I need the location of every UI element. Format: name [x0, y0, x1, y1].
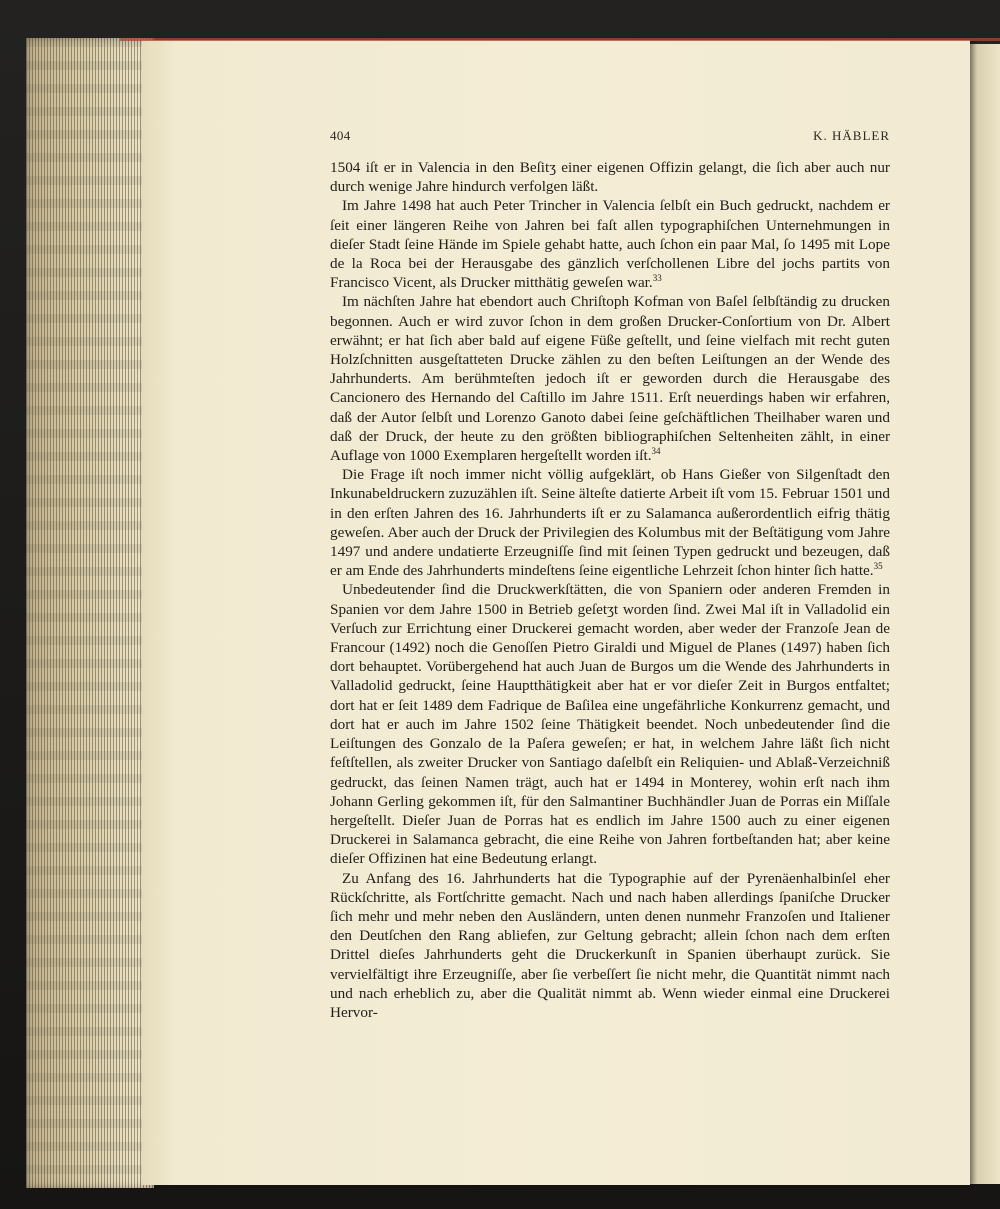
- paragraph: Die Frage iſt noch immer nicht völlig aufgeklärt, ob Hans Gießer von Silgenſtadt den Inkunabeldruckern zuzuzählen iſt. Seine älteſte datierte Arbeit iſt vom 15. Februar 1501 und in den erſten Jahren des 16. Jahrhunderts iſt er zu Salamanca außerordentlich eifrig thätig geweſen. Aber auch der Druck der Privilegien des Kolumbus mit der Beſtätigung vom Jahre 1497 und andere undatierte Erzeugniſſe ſind mit ſeinen Typen gedruckt und bezeugen, daß er am Ende des Jahrhunderts mindeſtens ſeine eigentliche Lehrzeit ſchon hinter ſich hatte.$^{35}$: [330, 466, 890, 580]
- body-text: [330, 158, 890, 1022]
- paragraph: Zu Anfang des 16. Jahrhunderts hat die Typographie auf der Pyrenäenhalbinſel eher Rückſchritte, als Fortſchritte gemacht. Nach und nach haben allerdings ſpaniſche Drucker ſich mehr und mehr neben den Ausländern, unten denen nunmehr Franzoſen und Italiener den Deutſchen den Rang abliefen, zur Geltung gebracht; allein ſchon nach dem erſten Drittel dieſes Jahrhunderts geht die Druckerkunſt in Spanien überhaupt zurück. Sie vervielfältigt ihre Erzeugniſſe, aber ſie verbeſſert ſie nicht mehr, die Quantität nimmt nach und nach erheblich zu, aber die Qualität nimmt ab. Wenn wieder einmal eine Druckerei Hervor-: [330, 869, 890, 1021]
- paragraph: Unbedeutender ſind die Druckwerkſtätten, die von Spaniern oder anderen Fremden in Spanien vor dem Jahre 1500 in Betrieb geſetʒt worden ſind. Zwei Mal iſt in Valladolid ein Verſuch zur Errichtung einer Druckerei gemacht worden, aber weder der Franzoſe Jean de Francour (1492) noch die Genoſſen Pietro Giraldi und Miguel de Planes (1497) haben ſich dort behauptet. Vorübergehend hat auch Juan de Burgos um die Wende des Jahrhunderts in Valladolid gedruckt, ſeine Hauptthätigkeit aber hat er vor dieſer Zeit in Burgos entfaltet; dort hat er ſeit 1489 dem Fadrique de Baſilea eine ungefährliche Konkurrenz gemacht, und dort hat er auch im Jahre 1502 ſeine Thätigkeit beendet. Noch unbedeutender ſind die Leiſtungen des Gonzalo de la Paſera geweſen; er hat, in welchem Jahre läßt ſich nicht feſtſtellen, als zweiter Drucker von Santiago daſelbſt ein Reliquien- und Ablaß-Verzeichniß gedruckt, das ſeinen Namen trägt, auch hat er 1494 in Monterey, wohin erſt nach ihm Johann Gerling gekommen iſt, für den Salmantiner Buchhändler Juan de Porras ein Miſſale hergeſtellt. Dieſer Juan de Porras hat es endlich im Jahre 1500 auch zu einer eigenen Druckerei in Salamanca gebracht, die eine Reihe von Jahren fortbeſtanden hat; aber keine dieſer Offizinen hat eine Bedeutung erlangt.: [330, 581, 890, 868]
- paragraph: 1504 iſt er in Valencia in den Beſitʒ einer eigenen Offizin gelangt, die ſich aber auch nur durch wenige Jahre hindurch verfolgen läßt.: [330, 159, 890, 196]
- page-number: 404: [330, 128, 351, 143]
- paragraph: Im Jahre 1498 hat auch Peter Trincher in Valencia ſelbſt ein Buch gedruckt, nachdem er ſeit einer längeren Reihe von Jahren bei faſt allen typographiſchen Unternehmungen in dieſer Stadt ſeine Hände im Spiele gehabt hatte, auch ſchon ein paar Mal, ſo 1495 mit Lope de la Roca bei der Herausgabe des gänzlich verſchollenen Libre del jochs partits von Francisco Vicent, als Drucker mitthätig geweſen war.$^{33}$: [330, 197, 890, 292]
- running-head-author: K. HÄBLER: [813, 128, 890, 143]
- page-edges-shading: [26, 38, 154, 1188]
- running-head: [330, 128, 890, 148]
- footnote-ref: 34: [651, 445, 661, 456]
- footnote-ref: 35: [873, 561, 883, 572]
- facing-page-edge: [968, 44, 1000, 1184]
- page-top-edge: [120, 38, 1000, 41]
- footnote-ref: 33: [652, 273, 662, 284]
- paragraph: Im nächſten Jahre hat ebendort auch Chriſtoph Kofman von Baſel ſelbſtändig zu drucken begonnen. Auch er wird zuvor ſchon in dem großen Drucker-Conſortium von Dr. Albert erwähnt; er hat ſich aber bald auf eigene Füße geſtellt, und ſeine vielfach mit recht guten Holzſchnitten ausgeſtatteten Drucke zählen zu den beſten Leiſtungen an der Wende des Jahrhunderts. Am berühmteſten jedoch iſt er geworden durch die Herausgabe des Cancionero des Hernando del Caſtillo im Jahre 1511. Erſt neuerdings haben wir erfahren, daß der Autor ſelbſt und Lorenzo Ganoto dabei ſeine geſchäftlichen Theilhaber waren und daß der Druck, der heute zu den größten bibliographiſchen Seltenheiten zählt, in einer Auflage von 1000 Exemplaren hergeſtellt worden iſt.$^{34}$: [330, 293, 890, 465]
